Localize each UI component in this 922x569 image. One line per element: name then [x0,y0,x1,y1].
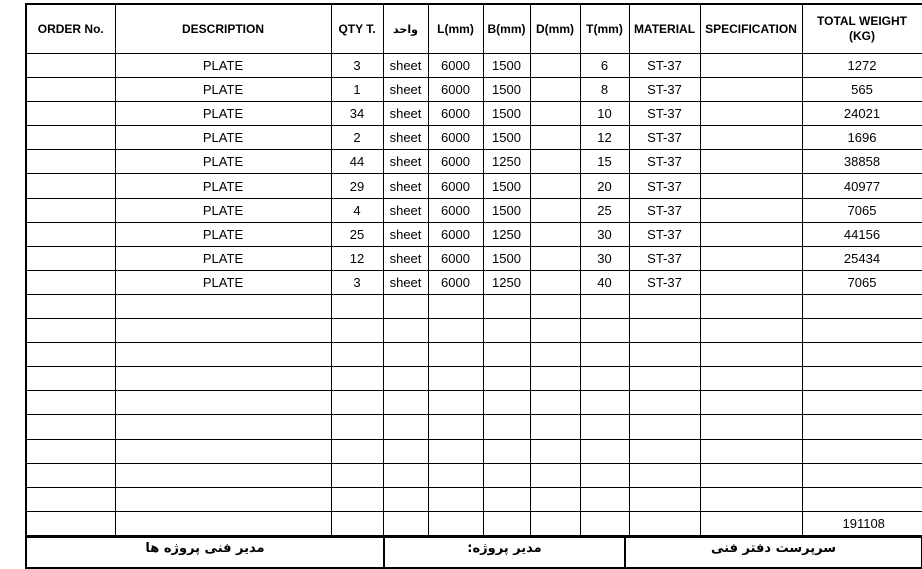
signature-project-manager: مدیر پروژه: [384,537,625,568]
order-no-cell [26,367,115,391]
order-no-cell [26,487,115,511]
description-cell [115,415,331,439]
table-row [26,78,922,102]
length-cell [428,319,483,343]
specification-cell [700,246,802,270]
material-cell: ST-37 [629,150,700,174]
specification-cell [700,174,802,198]
qty-cell: 12 [331,246,383,270]
qty-cell: 1 [331,78,383,102]
order-no-cell [26,78,115,102]
specification-cell [700,391,802,415]
material-cell [629,343,700,367]
unit-cell [383,463,428,487]
breadth-cell: 1500 [483,246,530,270]
breadth-cell [483,439,530,463]
thickness-cell: 8 [580,78,629,102]
weight-cell: 7065 [802,270,922,294]
weight-cell: 25434 [802,246,922,270]
table-row [26,126,922,150]
table-row [26,439,922,463]
order-no-cell [26,174,115,198]
material-cell: ST-37 [629,246,700,270]
specification-cell [700,319,802,343]
specification-cell [700,78,802,102]
specification-cell [700,150,802,174]
length-cell [428,415,483,439]
unit-cell [383,367,428,391]
qty-cell [331,439,383,463]
unit-cell [383,415,428,439]
order-no-cell [26,319,115,343]
thickness-cell: 25 [580,198,629,222]
length-cell [428,487,483,511]
diameter-cell [530,343,580,367]
description-cell [115,294,331,318]
breadth-cell [483,367,530,391]
breadth-cell [483,487,530,511]
qty-cell: 44 [331,150,383,174]
table-row [26,367,922,391]
diameter-cell [530,198,580,222]
unit-cell [383,294,428,318]
thickness-cell: 10 [580,102,629,126]
unit-cell: sheet [383,126,428,150]
breadth-cell: 1250 [483,270,530,294]
table-row [26,319,922,343]
specification-cell [700,54,802,78]
description-cell: PLATE [115,270,331,294]
table-row [26,463,922,487]
weight-cell: 1696 [802,126,922,150]
breadth-cell: 1500 [483,78,530,102]
specification-cell [700,415,802,439]
unit-cell [383,391,428,415]
qty-cell [331,415,383,439]
diameter-cell [530,439,580,463]
table-row [26,174,922,198]
length-cell: 6000 [428,54,483,78]
material-cell: ST-37 [629,174,700,198]
weight-cell: 1272 [802,54,922,78]
table-row [26,343,922,367]
specification-cell [700,198,802,222]
breadth-cell: 1500 [483,126,530,150]
description-cell: PLATE [115,78,331,102]
material-cell [629,511,700,535]
length-cell [428,294,483,318]
length-cell: 6000 [428,174,483,198]
order-no-cell [26,198,115,222]
thickness-cell [580,463,629,487]
unit-cell [383,511,428,535]
description-cell: PLATE [115,54,331,78]
unit-cell [383,439,428,463]
order-no-cell [26,391,115,415]
order-no-cell [26,270,115,294]
diameter-cell [530,270,580,294]
unit-cell: sheet [383,150,428,174]
description-cell [115,367,331,391]
weight-cell [802,367,922,391]
table-row [26,198,922,222]
description-cell: PLATE [115,150,331,174]
thickness-cell [580,294,629,318]
weight-cell [802,487,922,511]
diameter-cell [530,174,580,198]
diameter-cell [530,367,580,391]
description-cell: PLATE [115,198,331,222]
col-header-diameter: D(mm) [530,4,580,54]
breadth-cell [483,319,530,343]
thickness-cell: 30 [580,222,629,246]
breadth-cell [483,415,530,439]
diameter-cell [530,126,580,150]
diameter-cell [530,319,580,343]
thickness-cell [580,439,629,463]
unit-cell: sheet [383,198,428,222]
material-cell: ST-37 [629,126,700,150]
length-cell: 6000 [428,102,483,126]
qty-cell [331,367,383,391]
unit-cell: sheet [383,54,428,78]
thickness-cell [580,487,629,511]
breadth-cell: 1500 [483,198,530,222]
unit-cell: sheet [383,174,428,198]
thickness-cell: 15 [580,150,629,174]
unit-cell [383,343,428,367]
material-cell [629,487,700,511]
qty-cell: 2 [331,126,383,150]
signature-project-technical-manager: مدیر فنی پروژه ها [26,537,384,568]
length-cell: 6000 [428,246,483,270]
breadth-cell: 1250 [483,150,530,174]
specification-cell [700,367,802,391]
unit-cell [383,319,428,343]
specification-cell [700,487,802,511]
breadth-cell [483,511,530,535]
material-cell: ST-37 [629,78,700,102]
description-cell [115,487,331,511]
material-cell [629,319,700,343]
length-cell [428,439,483,463]
breadth-cell [483,343,530,367]
table-row [26,102,922,126]
thickness-cell [580,391,629,415]
length-cell [428,463,483,487]
signature-block [25,536,922,569]
material-cell [629,439,700,463]
col-header-qty: QTY T. [331,4,383,54]
diameter-cell [530,246,580,270]
weight-cell [802,415,922,439]
unit-cell: sheet [383,102,428,126]
description-cell: PLATE [115,174,331,198]
table-header-row [26,4,922,54]
description-cell: PLATE [115,246,331,270]
materials-table [25,3,922,536]
col-header-material: MATERIAL [629,4,700,54]
diameter-cell [530,391,580,415]
order-no-cell [26,222,115,246]
qty-cell [331,319,383,343]
thickness-cell [580,511,629,535]
thickness-cell: 20 [580,174,629,198]
description-cell [115,439,331,463]
breadth-cell [483,391,530,415]
table-row [26,246,922,270]
qty-cell: 34 [331,102,383,126]
qty-cell: 4 [331,198,383,222]
table-row [26,487,922,511]
description-cell [115,511,331,535]
diameter-cell [530,102,580,126]
weight-cell: 7065 [802,198,922,222]
breadth-cell: 1500 [483,102,530,126]
qty-cell: 29 [331,174,383,198]
signature-technical-office-supervisor: سرپرست دفتر فنی [625,537,922,568]
specification-cell [700,343,802,367]
table-row [26,294,922,318]
table-body [26,54,922,536]
diameter-cell [530,511,580,535]
col-header-length: L(mm) [428,4,483,54]
material-cell [629,415,700,439]
order-no-cell [26,415,115,439]
table-row [26,54,922,78]
table-row [26,270,922,294]
col-header-breadth: B(mm) [483,4,530,54]
description-cell [115,343,331,367]
total-weight-value: 191108 [802,511,922,535]
thickness-cell [580,319,629,343]
thickness-cell [580,367,629,391]
order-no-cell [26,439,115,463]
thickness-cell [580,343,629,367]
weight-cell: 24021 [802,102,922,126]
weight-cell: 44156 [802,222,922,246]
breadth-cell [483,294,530,318]
specification-cell [700,222,802,246]
diameter-cell [530,150,580,174]
material-cell: ST-37 [629,198,700,222]
diameter-cell [530,294,580,318]
order-no-cell [26,150,115,174]
order-no-cell [26,511,115,535]
length-cell [428,391,483,415]
qty-cell: 25 [331,222,383,246]
thickness-cell: 30 [580,246,629,270]
weight-cell [802,319,922,343]
thickness-cell [580,415,629,439]
col-header-specification: SPECIFICATION [700,4,802,54]
material-cell: ST-37 [629,102,700,126]
description-cell [115,391,331,415]
qty-cell [331,391,383,415]
material-cell: ST-37 [629,54,700,78]
qty-cell [331,463,383,487]
table-row [26,391,922,415]
length-cell: 6000 [428,270,483,294]
thickness-cell: 40 [580,270,629,294]
description-cell [115,319,331,343]
diameter-cell [530,78,580,102]
order-no-cell [26,294,115,318]
qty-cell [331,511,383,535]
thickness-cell: 6 [580,54,629,78]
diameter-cell [530,487,580,511]
diameter-cell [530,463,580,487]
diameter-cell [530,415,580,439]
qty-cell [331,343,383,367]
weight-cell [802,463,922,487]
table-row [26,415,922,439]
weight-cell: 40977 [802,174,922,198]
col-header-unit: واحد [383,4,428,54]
col-header-thickness: T(mm) [580,4,629,54]
order-no-cell [26,343,115,367]
col-header-order-no: ORDER No. [26,4,115,54]
order-no-cell [26,463,115,487]
breadth-cell: 1500 [483,54,530,78]
material-cell [629,463,700,487]
length-cell: 6000 [428,150,483,174]
qty-cell [331,487,383,511]
description-cell: PLATE [115,102,331,126]
specification-cell [700,102,802,126]
weight-cell: 38858 [802,150,922,174]
material-cell [629,294,700,318]
material-cell: ST-37 [629,270,700,294]
material-cell: ST-37 [629,222,700,246]
length-cell: 6000 [428,222,483,246]
col-header-description: DESCRIPTION [115,4,331,54]
order-no-cell [26,126,115,150]
description-cell: PLATE [115,126,331,150]
unit-cell: sheet [383,222,428,246]
order-no-cell [26,102,115,126]
length-cell: 6000 [428,198,483,222]
order-no-cell [26,246,115,270]
description-cell: PLATE [115,222,331,246]
table-row [26,511,922,535]
qty-cell: 3 [331,54,383,78]
weight-cell [802,294,922,318]
diameter-cell [530,54,580,78]
col-header-total-weight: TOTAL WEIGHT (KG) [802,4,922,54]
breadth-cell: 1250 [483,222,530,246]
diameter-cell [530,222,580,246]
unit-cell [383,487,428,511]
length-cell: 6000 [428,126,483,150]
specification-cell [700,511,802,535]
length-cell: 6000 [428,78,483,102]
description-cell [115,463,331,487]
material-cell [629,391,700,415]
length-cell [428,511,483,535]
specification-cell [700,463,802,487]
specification-cell [700,294,802,318]
breadth-cell: 1500 [483,174,530,198]
qty-cell [331,294,383,318]
table-row [26,150,922,174]
weight-cell [802,343,922,367]
qty-cell: 3 [331,270,383,294]
weight-cell [802,391,922,415]
unit-cell: sheet [383,270,428,294]
specification-cell [700,439,802,463]
length-cell [428,367,483,391]
weight-cell: 565 [802,78,922,102]
order-no-cell [26,54,115,78]
length-cell [428,343,483,367]
thickness-cell: 12 [580,126,629,150]
specification-cell [700,126,802,150]
breadth-cell [483,463,530,487]
table-row [26,222,922,246]
unit-cell: sheet [383,78,428,102]
specification-cell [700,270,802,294]
unit-cell: sheet [383,246,428,270]
weight-cell [802,439,922,463]
material-cell [629,367,700,391]
